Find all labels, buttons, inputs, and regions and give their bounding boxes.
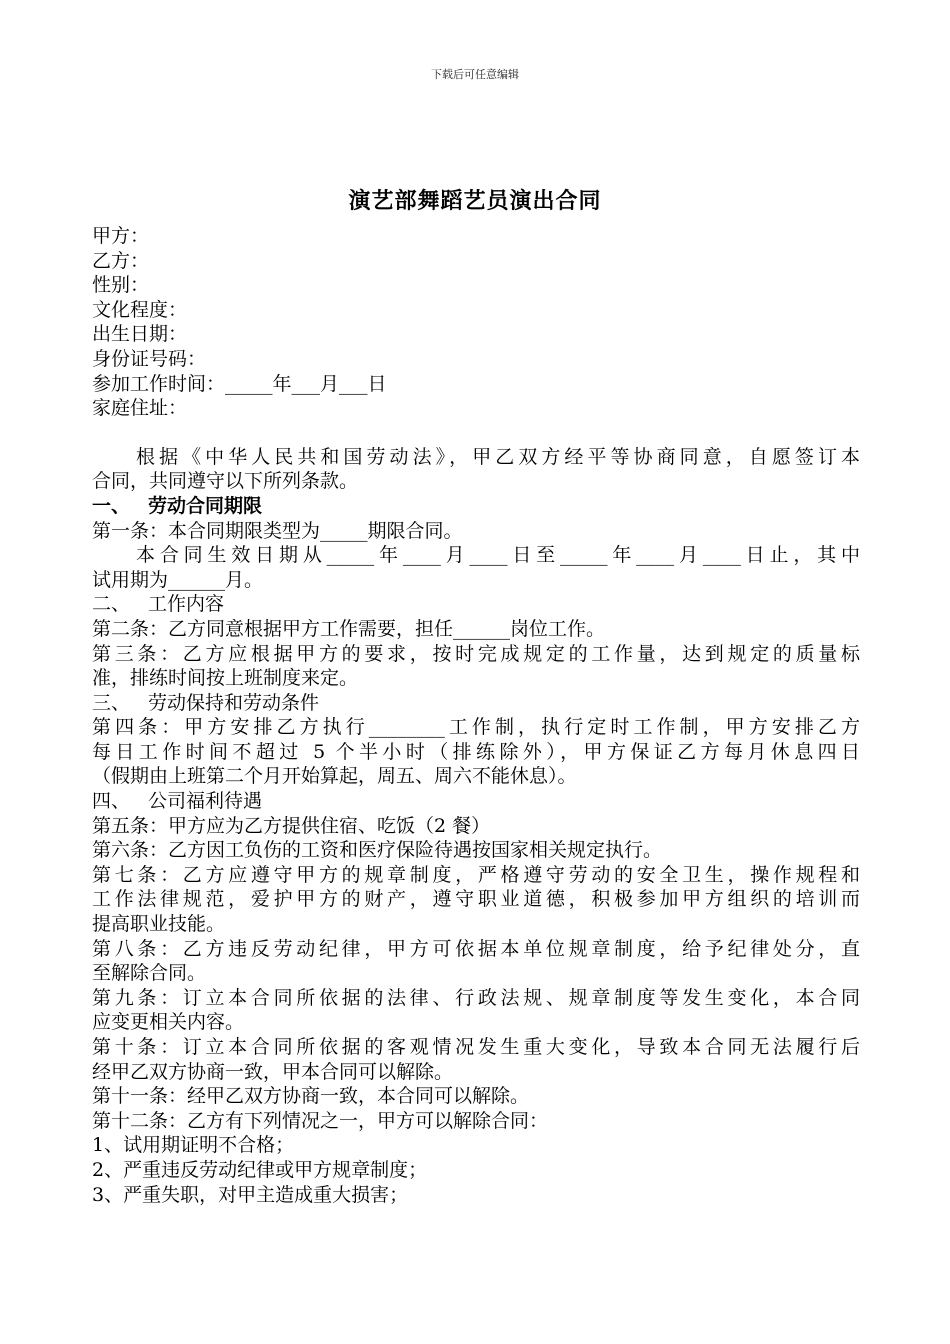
- field-birth-date: 出生日期：: [92, 323, 188, 346]
- article-4-line-3: （假期由上班第二个月开始算起，周五、周六不能休息）。: [92, 765, 577, 788]
- article-8-line-2: 至解除合同。: [92, 962, 207, 985]
- article-10-line-1: 第十条：订立本合同所依据的客观情况发生重大变化，导致本合同无法履行后: [92, 1036, 860, 1058]
- section-title: 公司福利待遇: [148, 790, 263, 813]
- section-number: 一、: [92, 494, 131, 517]
- article-4-line-1: 第四条：甲方安排乙方执行________工作制，执行定时工作制，甲方安排乙方: [92, 716, 860, 739]
- document-body: [92, 224, 860, 1207]
- section-number: 四、: [92, 790, 131, 813]
- article-1-cont-1: 本合同生效日期从_____年____月____日至_____年____月____日止，其中: [136, 544, 860, 567]
- section-heading-2: [92, 592, 860, 617]
- article-6: 第六条：乙方因工负伤的工资和医疗保险待遇按国家相关规定执行。: [92, 839, 663, 862]
- field-party-a: 甲方：: [92, 225, 150, 247]
- article-1: 第一条：本合同期限类型为_____期限合同。: [92, 519, 463, 542]
- section-title: 劳动合同期限: [148, 494, 263, 517]
- article-3-line-2: 准，排练时间按上班制度来定。: [92, 667, 359, 690]
- section-heading-4: [92, 789, 860, 814]
- article-7-line-1: 第七条：乙方应遵守甲方的规章制度，严格遵守劳动的安全卫生，操作规程和: [92, 863, 860, 886]
- article-9-line-1: 第九条：订立本合同所依据的法律、行政法规、规章制度等发生变化，本合同: [92, 986, 860, 1009]
- spacer: [92, 421, 860, 445]
- article-2: 第二条：乙方同意根据甲方工作需要，担任______岗位工作。: [92, 617, 606, 640]
- article-5: 第五条：甲方应为乙方提供住宿、吃饭（2 餐）: [92, 814, 491, 837]
- article-12-item-3: 3、严重失职，对甲主造成重大损害；: [92, 1183, 409, 1206]
- article-10-line-2: 经甲乙双方协商一致，甲本合同可以解除。: [92, 1060, 454, 1083]
- field-work-start: 参加工作时间：_____年___月___日: [92, 372, 387, 395]
- article-12: 第十二条：乙方有下列情况之一，甲方可以解除合同：: [92, 1109, 549, 1132]
- header-note: 下载后可任意编辑: [431, 68, 519, 81]
- section-number: 三、: [92, 691, 131, 714]
- section-title: 工作内容: [148, 593, 225, 616]
- article-11: 第十一条：经甲乙双方协商一致，本合同可以解除。: [92, 1085, 530, 1108]
- field-party-b: 乙方：: [92, 249, 150, 272]
- article-7-line-2: 工作法律规范，爱护甲方的财产，遵守职业道德，积极参加甲方组织的培训而: [92, 888, 860, 911]
- article-12-item-2: 2、严重违反劳动纪律或甲方规章制度；: [92, 1158, 428, 1181]
- article-3-line-1: 第三条：乙方应根据甲方的要求，按时完成规定的工作量，达到规定的质量标: [92, 642, 860, 665]
- section-number: 二、: [92, 593, 131, 616]
- field-gender: 性别：: [92, 274, 150, 297]
- article-8-line-1: 第八条：乙方违反劳动纪律，甲方可依据本单位规章制度，给予纪律处分，直: [92, 937, 860, 960]
- section-heading-3: [92, 691, 860, 716]
- field-id-number: 身份证号码：: [92, 347, 207, 370]
- document-title: 演艺部舞蹈艺员演出合同: [348, 188, 602, 214]
- article-9-line-2: 应变更相关内容。: [92, 1011, 245, 1034]
- section-title: 劳动保持和劳动条件: [148, 691, 320, 714]
- field-home-address: 家庭住址：: [92, 397, 188, 420]
- section-heading-1: [92, 494, 860, 519]
- article-12-item-1: 1、试用期证明不合格；: [92, 1134, 295, 1157]
- preamble-line-1: 根据《中华人民共和国劳动法》，甲乙双方经平等协商同意，自愿签订本: [136, 445, 860, 468]
- article-1-cont-2: 试用期为______月。: [92, 568, 264, 591]
- article-7-line-3: 提高职业技能。: [92, 913, 226, 936]
- article-4-line-2: 每日工作时间不超过 5 个半小时（排练除外），甲方保证乙方每月休息四日: [92, 740, 860, 763]
- field-education: 文化程度：: [92, 298, 188, 321]
- preamble-line-2: 合同，共同遵守以下所列条款。: [92, 470, 359, 493]
